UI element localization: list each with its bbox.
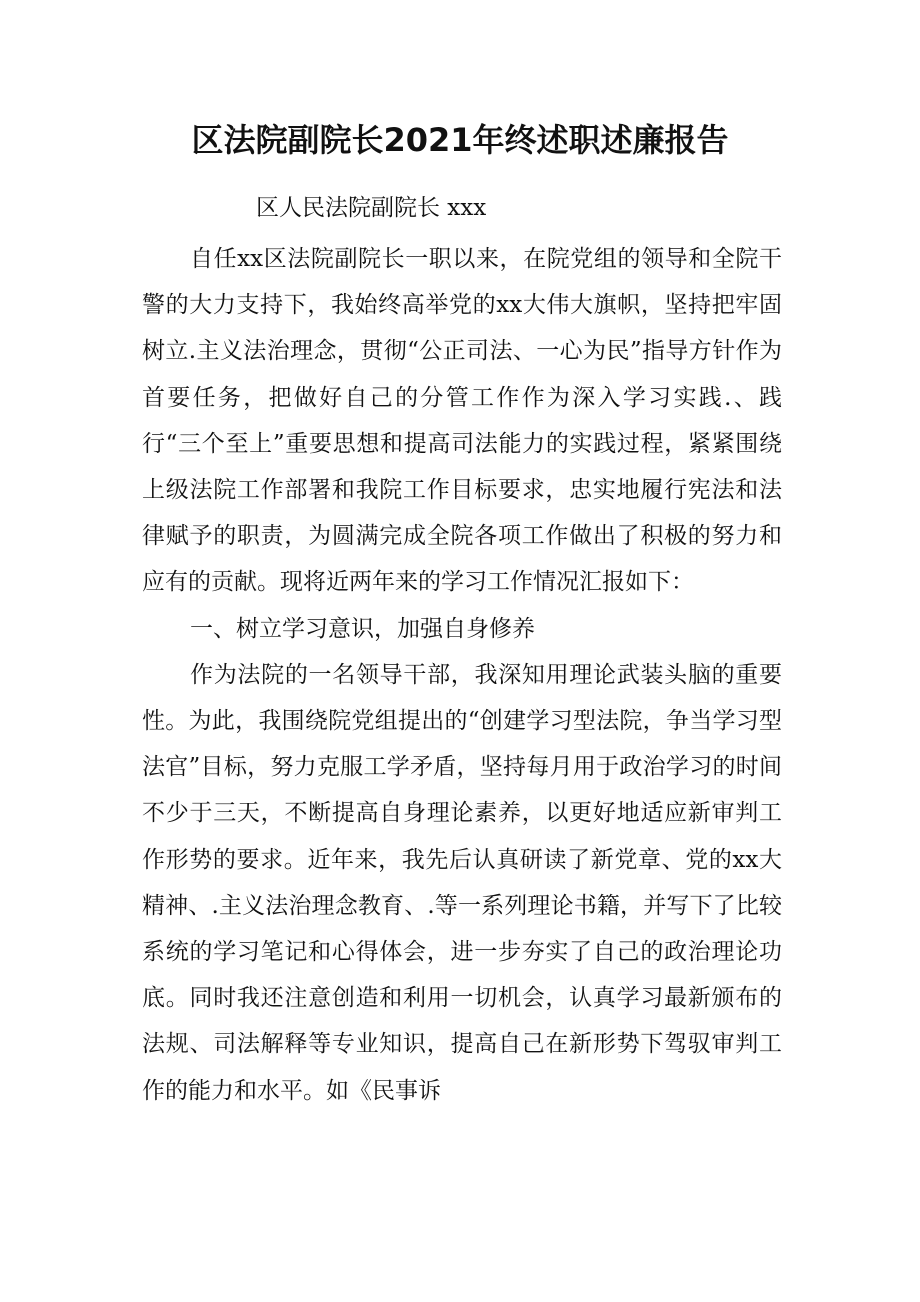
section-heading-1: 一、树立学习意识，加强自身修养 (190, 615, 535, 642)
document-title: 区法院副院长2021年终述职述廉报告 (191, 121, 729, 159)
paragraph-study: 作为法院的一名领导干部，我深知用理论武装头脑的重要性。为此，我围绕院党组提出的“创建学习型法院，争当学习型法官”目标，努力克服工学矛盾，坚持每月用于政治学习的时间不少于三天，不断提高自身理论素养，以更好地适应新审判工作形势的要求。近年来，我先后认真研读了新党章、党的xx大精神、.主义法治理念教育、.等一系列理论书籍，并写下了比较系统的学习笔记和心得体会，进一步夯实了自己的政治理论功底。同时我还注意创造和利用一切机会，认真学习最新颁布的法规、司法解释等专业知识，提高自己在新形势下驾驭审判工作的能力和水平。如《民事诉 (142, 661, 782, 1104)
author-line: 区人民法院副院长 xxx (256, 195, 487, 221)
document-body (142, 236, 782, 1114)
paragraph-intro: 自任xx区法院副院长一职以来，在院党组的领导和全院干警的大力支持下，我始终高举党的xx大伟大旗帜，坚持把牢固树立.主义法治理念，贯彻“公正司法、一心为民”指导方针作为首要任务，把做好自己的分管工作作为深入学习实践.、践行“三个至上”重要思想和提高司法能力的实践过程，紧紧围绕上级法院工作部署和我院工作目标要求，忠实地履行宪法和法律赋予的职责，为圆满完成全院各项工作做出了积极的努力和应有的贡献。现将近两年来的学习工作情况汇报如下： (142, 246, 782, 596)
